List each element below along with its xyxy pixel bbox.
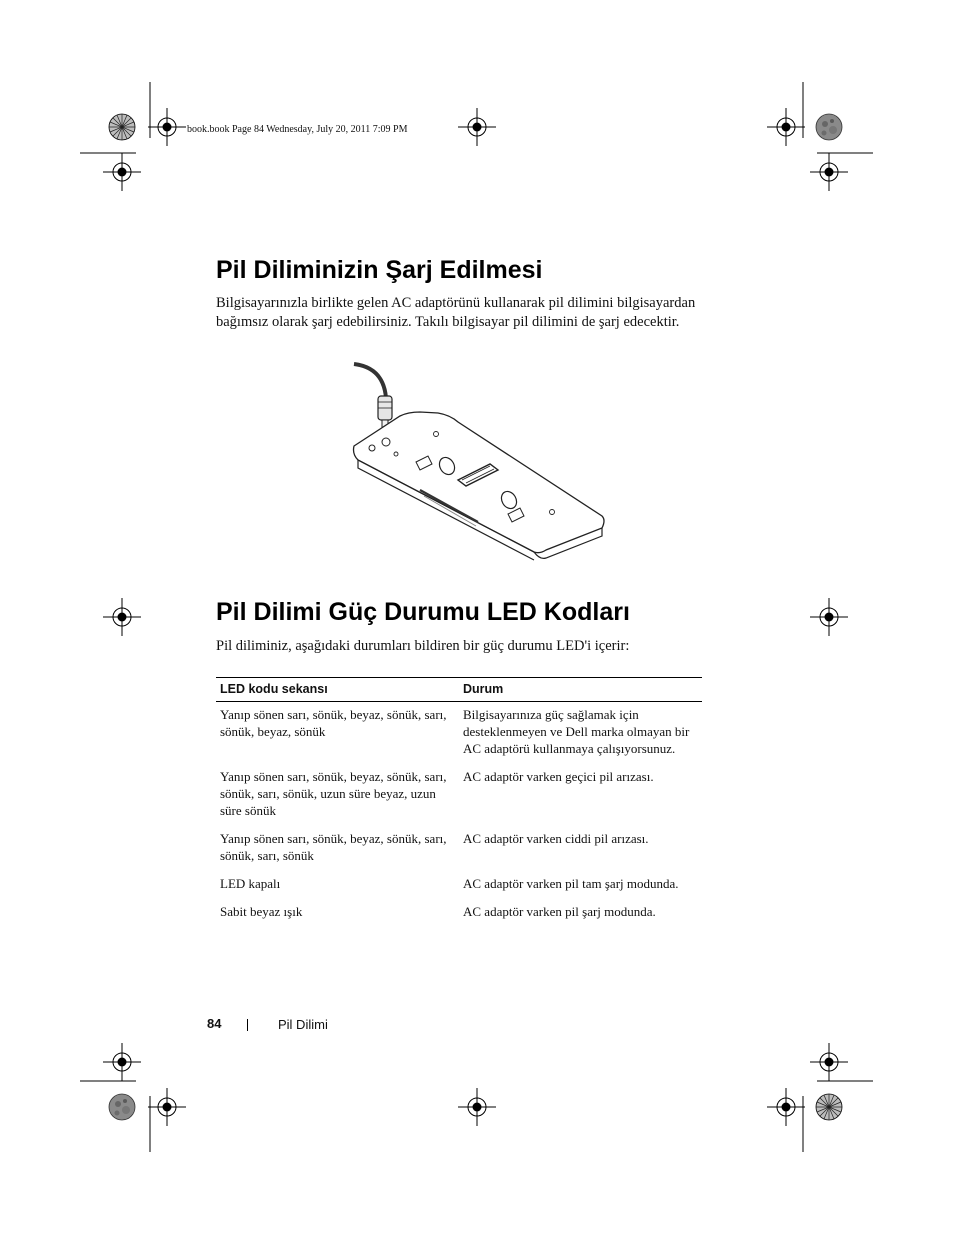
charging-paragraph: Bilgisayarınızla birlikte gelen AC adaptörünü kullanarak pil dilimini bilgisayardan bağımsız olarak şarj edebilirsiniz. Takılı bilgisayar pil dilimini de şarj edecektir. <box>216 295 696 330</box>
led-intro-paragraph: Pil diliminiz, aşağıdaki durumları bildiren bir güç durumu LED'i içerir: <box>216 638 630 654</box>
table-row <box>216 764 702 826</box>
section-heading-led-codes: Pil Dilimi Güç Durumu LED Kodları <box>216 598 630 626</box>
table-row <box>216 871 702 899</box>
section-heading-charging: Pil Diliminizin Şarj Edilmesi <box>216 256 543 284</box>
table-header-row <box>216 678 702 702</box>
battery-slice-illustration <box>350 358 610 568</box>
status-cell: Bilgisayarınıza güç sağlamak için desteklenmeyen ve Dell marka olmayan bir AC adaptörü kullanmaya çalışıyorsunuz. <box>463 707 690 756</box>
page-number: 84 <box>207 1016 222 1031</box>
status-cell: AC adaptör varken pil tam şarj modunda. <box>463 876 679 891</box>
table-row <box>216 899 702 927</box>
led-sequence-cell: Yanıp sönen sarı, sönük, beyaz, sönük, sarı, sönük, beyaz, sönük <box>220 707 447 739</box>
status-cell: AC adaptör varken ciddi pil arızası. <box>463 831 649 846</box>
led-sequence-cell: Yanıp sönen sarı, sönük, beyaz, sönük, sarı, sönük, sarı, sönük, uzun süre beyaz, uzun süre sönük <box>220 769 447 818</box>
column-header-led-sequence: LED kodu sekansı <box>216 678 459 702</box>
book-slug-line: book.book Page 84 Wednesday, July 20, 2011 7:09 PM <box>187 124 408 135</box>
status-cell: AC adaptör varken pil şarj modunda. <box>463 904 656 919</box>
status-cell: AC adaptör varken geçici pil arızası. <box>463 769 654 784</box>
led-codes-table <box>216 677 702 927</box>
table-row <box>216 702 702 765</box>
table-row <box>216 826 702 871</box>
column-header-status: Durum <box>459 678 702 702</box>
led-sequence-cell: LED kapalı <box>220 876 281 891</box>
footer-divider <box>247 1019 248 1031</box>
led-sequence-cell: Yanıp sönen sarı, sönük, beyaz, sönük, sarı, sönük, sarı, sönük <box>220 831 447 863</box>
led-sequence-cell: Sabit beyaz ışık <box>220 904 303 919</box>
footer-section-title: Pil Dilimi <box>278 1017 328 1032</box>
